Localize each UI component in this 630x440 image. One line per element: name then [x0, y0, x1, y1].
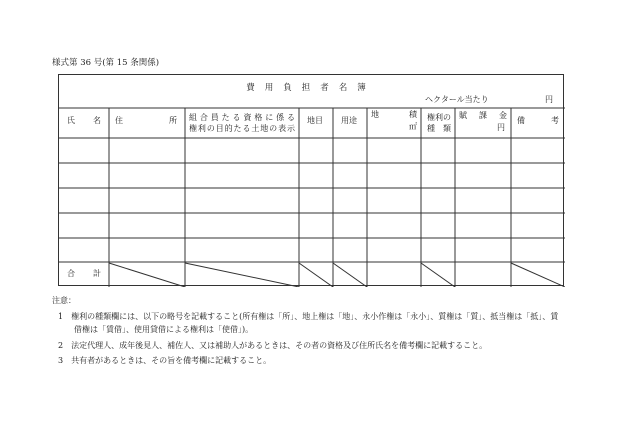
- note-3: 3 共有者があるときは、その旨を備考欄に記載すること。: [58, 356, 272, 365]
- header-levy: 賦 課 金: [459, 111, 507, 120]
- header-qualification-line2: 権利の目的たる土地の表示: [189, 124, 295, 133]
- note-1-continued: 借権は「賃借」、使用貸借による権利は「使借」)。: [58, 325, 254, 334]
- register-form-frame: [58, 74, 564, 286]
- header-area: 地 積: [371, 110, 417, 119]
- header-levy-unit: 円: [497, 123, 505, 132]
- yen-unit-label: 円: [545, 95, 553, 104]
- header-area-unit: ㎡: [409, 122, 417, 131]
- per-hectare-label: ヘクタール当たり: [425, 95, 489, 104]
- table-grid: [59, 75, 565, 287]
- header-qualification-line1: 組合員たる資格に係る: [189, 113, 295, 122]
- header-usage: 用途: [341, 116, 357, 125]
- header-name: 氏 名: [67, 116, 101, 125]
- total-row-label: 合 計: [67, 269, 101, 278]
- form-title: 費用負担者名簿: [246, 83, 376, 93]
- notes-heading: 注意：: [52, 296, 76, 305]
- form-number: 様式第 36 号(第 15 条関係): [52, 58, 160, 68]
- header-right-type-line1: 権利の: [427, 113, 451, 122]
- note-2: 2 法定代理人、成年後見人、補佐人、又は補助人があるときは、その者の資格及び住所氏名を備考欄に記載すること。: [58, 341, 488, 350]
- note-1: 1 権利の種類欄には、以下の略号を記載すること(所有権は「所」、地上権は「地」、永小作権は「永小」、質権は「質」、抵当権は「抵」、賃: [58, 312, 559, 321]
- header-land-category: 地目: [307, 116, 323, 125]
- header-right-type-line2: 種 類: [427, 124, 451, 133]
- header-remarks: 備 考: [517, 116, 559, 125]
- header-address: 住 所: [115, 116, 177, 125]
